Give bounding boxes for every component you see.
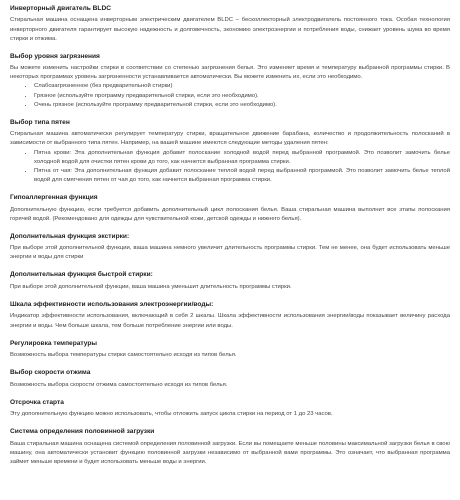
section-temperature xyxy=(10,340,450,361)
section-title: Дополнительная функция экстирки: xyxy=(10,232,130,240)
section-title: Выбор типа пятен xyxy=(10,118,70,126)
bullet-list xyxy=(10,82,450,109)
list-item: • Пятна от чая: Эта дополнительная функция добавит полоскание теплой водой перед выбранной программой. Это позволит замочить белье теплой водой для смягчения пятен от чая до того, как начнется выбранная программа стирки. xyxy=(34,167,450,185)
section-text: При выборе этой дополнительной функции, ваша машина уменьшит длительность программы стирки. xyxy=(10,283,292,290)
section-text: Эту дополнительную функцию можно использовать, чтобы отложить запуск цикла стирки на период от 1 до 23 часов. xyxy=(10,411,333,418)
section-text: Возможность выбора температуры стирки самостоятельно исходя из типов белья. xyxy=(10,352,237,359)
section-title: Выбор скорости отжима xyxy=(10,369,91,377)
section-text: Дополнительную функцию, если требуется добавить дополнительный цикл полоскания белья. Ваша стиральная машина выполнит все этапы полоскания горячей водой. (Рекомендовано для одежды для чувствительной кожи, детской одежды и нижнего белья). xyxy=(10,206,450,222)
section-delay-start xyxy=(10,399,450,420)
list-item: • Очень грязное (используйте программу предварительной стирки, если это необходимо). xyxy=(34,101,450,110)
section-quick-wash xyxy=(10,271,450,292)
section-text: Вы можете изменить настройки стирки в соответствии со степенью загрязнения белья. Это изменяет время и температуру выбранной программы стирки. В некоторых программах уровень загрязненности устанавливается автоматически. Вы можете изменить их, если это необходимо. xyxy=(10,65,450,81)
section-inverter-motor xyxy=(10,5,450,44)
section-title: Дополнительная функция быстрой стирки: xyxy=(10,271,153,279)
section-title: Шкала эффективности использования электроэнергии/воды: xyxy=(10,301,214,309)
section-title: Регулировка температуры xyxy=(10,339,98,347)
section-text: Индикатор эффективности использования, включающий в себя 2 шкалы. Шкала эффективности использования энергии/воды показывает величину расхода энергии и воды. Чем больше шкала, тем больше потребление энергии или воды. xyxy=(10,313,450,329)
bullet-list xyxy=(10,149,450,186)
section-title: Гипоаллергенная функция xyxy=(10,194,98,202)
section-text: Возможность выбора скорости отжима самостоятельно исходя из типов белья. xyxy=(10,381,228,388)
section-text: Ваша стиральная машина оснащена системой определения половинной загрузки. Если вы помещаете меньше половины максимальной загрузки белья в свою машину, она автоматически установит функцию половинной загрузки независимо от выбранной вами программы. Это означает, что выбранная программа займет меньше времени и будет использовать меньше воды и энергии. xyxy=(10,440,450,465)
section-eco-wash xyxy=(10,233,450,263)
section-half-load xyxy=(10,428,450,467)
section-text: Стиральная машина оснащена инверторным электрическим двигателем BLDC – бесколлекторный электродвигатель постоянного тока. Особая технология инверторного двигателя гарантирует высокую надежность и долговечность, экономию электроэнергии и потребления воды, снижает уровень шума во время стирки и отжима. xyxy=(10,17,450,42)
section-soil-level xyxy=(10,53,450,110)
section-title: Отсрочка старта xyxy=(10,398,64,406)
list-item: • Пятна крови: Эта дополнительная функция добавит полоскание холодной водой перед выбранной программой. Это позволит замочить белье холодной водой для очистки пятен крови до того, как начнется выбранная программа стирки. xyxy=(34,149,450,167)
section-stain-type xyxy=(10,119,450,185)
section-title: Выбор уровня загрязнения xyxy=(10,52,100,60)
section-spin-speed xyxy=(10,369,450,390)
section-title: Инверторный двигатель BLDC xyxy=(10,5,111,12)
section-efficiency-scale xyxy=(10,301,450,331)
list-item: • Грязное (используйте программу предварительной стирки, если это необходимо). xyxy=(34,92,450,101)
section-text: Стиральная машина автоматически регулирует температуру стирки, вращательное движение барабана, количество и продолжительность полосканий в зависимости от выбранного типа пятен. Например, на вашей машине имеются следующие методы удаления пятен: xyxy=(10,131,450,147)
list-item: • Слабозагрязненное (без предварительной стирки) xyxy=(34,82,450,91)
section-title: Система определения половинной загрузки xyxy=(10,428,155,436)
section-text: При выборе этой дополнительной функции, ваша машина немного увеличит длительность программы стирки. Тем не менее, она будет использовать меньше энергии и воды для стирки xyxy=(10,245,450,261)
section-hypoallergenic xyxy=(10,194,450,224)
